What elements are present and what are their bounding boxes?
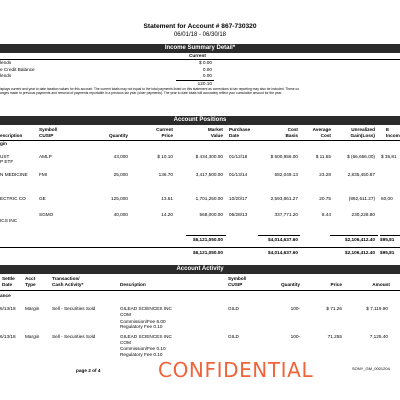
position-desc: P ETF bbox=[0, 159, 14, 164]
total-rule bbox=[0, 247, 400, 248]
position-desc: N MEDICINE bbox=[0, 171, 28, 177]
position-unrealized: (892,611.27) bbox=[348, 196, 375, 201]
activity-desc-line: Regulatory Fee 0.10 bbox=[120, 351, 163, 357]
col-activity-description: Description bbox=[120, 282, 146, 287]
col-unrealized: Unrealized Gain(Loss) bbox=[350, 127, 375, 138]
col-activity-quantity: Quantity bbox=[280, 282, 300, 287]
position-price: 13.61 bbox=[161, 196, 173, 201]
position-market-value: 3,417,500.00 bbox=[195, 171, 223, 177]
income-row-value: $ 0.00 bbox=[198, 60, 212, 65]
position-symbol: GE bbox=[39, 196, 46, 201]
total-market-value: $6,121,050.00 bbox=[193, 249, 223, 255]
col-purchase-date: Purchase Date bbox=[229, 127, 251, 138]
activity-header-rule bbox=[0, 290, 400, 291]
position-est-income: $ 35,81 bbox=[381, 153, 397, 159]
income-row-label: lends bbox=[0, 60, 12, 65]
position-desc: ECTRIC CO bbox=[0, 196, 26, 201]
col-acct-type: Acct Type bbox=[25, 276, 36, 287]
position-cost-basis: $ 500,956.00 bbox=[270, 153, 298, 159]
subtotal-est-income: $95,81 bbox=[380, 236, 395, 242]
position-cost-basis: 2,593,861.27 bbox=[270, 196, 298, 201]
position-unrealized: 2,835,450.87 bbox=[347, 171, 375, 177]
col-quantity: Quantity bbox=[108, 133, 128, 138]
subtotal-cost-basis: $4,014,637.60 bbox=[268, 236, 298, 242]
position-market-value: $ 434,300.00 bbox=[195, 153, 223, 159]
income-note-line2: anges made to previous payments and removal of payments reportable in a previous tax year (older payments). The year to date totals will accurately reflect your cumulative amount for the year. bbox=[0, 91, 283, 95]
col-cost-basis: Cost Basis bbox=[285, 127, 298, 138]
position-quantity: 40,000 bbox=[113, 211, 128, 217]
position-purchase-date: 01/13/14 bbox=[229, 171, 248, 177]
activity-desc-line: GILEAD SCIENCES INC bbox=[120, 334, 172, 339]
subtotal-unrealized: $2,106,412.40 bbox=[345, 236, 375, 242]
activity-desc-line: Regulatory Fee 0.10 bbox=[120, 324, 163, 329]
income-row-label: lends bbox=[0, 73, 12, 78]
position-unrealized: $ (66,656.00) bbox=[347, 153, 375, 159]
income-summary-heading: Income Summary Detail* bbox=[0, 44, 400, 53]
confidential-watermark: CONFIDENTIAL bbox=[158, 358, 314, 382]
position-average-cost: $ 11.65 bbox=[315, 153, 331, 159]
activity-transaction: Sell - Securities Sold bbox=[52, 306, 96, 311]
col-activity-amount: Amount bbox=[372, 282, 390, 287]
activity-amount: 7,125.40 bbox=[369, 334, 388, 339]
total-est-income: $95,81 bbox=[380, 249, 395, 255]
statement-title: Statement for Account # 867-730320 bbox=[143, 23, 257, 30]
income-row-value: 120.10 bbox=[197, 80, 212, 86]
col-market-value: Market Value bbox=[207, 127, 223, 138]
col-price: Current Price bbox=[156, 127, 173, 138]
income-row-value: 0.00 bbox=[202, 66, 212, 72]
activity-heading: Account Activity bbox=[0, 265, 400, 274]
activity-desc-line: Commission/Fee 6.00 bbox=[120, 318, 166, 324]
position-purchase-date: 10/20/17 bbox=[229, 196, 248, 201]
position-unrealized: 230,228.80 bbox=[351, 211, 375, 217]
income-total-rule bbox=[176, 80, 214, 81]
position-quantity: 125,000 bbox=[111, 196, 128, 201]
activity-desc-line: COM bbox=[120, 340, 131, 345]
activity-transaction: Sell - Securities Sold bbox=[52, 334, 96, 339]
col-transaction: Transaction/ Cash Activity* bbox=[52, 276, 84, 287]
position-cost-basis: 337,771.20 bbox=[274, 211, 298, 217]
position-symbol: AMLP bbox=[39, 153, 52, 159]
activity-price: 71.255 bbox=[327, 334, 342, 339]
position-quantity: 43,000 bbox=[113, 153, 128, 159]
positions-group-label: gin bbox=[0, 141, 8, 146]
position-desc: UST bbox=[0, 153, 10, 159]
position-quantity: 25,000 bbox=[113, 171, 128, 177]
col-symbol: Symbol/ CUSIP bbox=[39, 127, 58, 138]
col-average-cost: Average Cost bbox=[312, 127, 331, 138]
position-est-income: 60,00 bbox=[381, 196, 393, 201]
activity-desc-line: Commission/Fee 0.10 bbox=[120, 346, 166, 351]
activity-desc-line: COM bbox=[120, 312, 131, 317]
activity-symbol: GILD bbox=[228, 334, 239, 339]
activity-price: $ 71.26 bbox=[326, 306, 342, 311]
activity-date: 6/13/18 bbox=[0, 334, 16, 339]
position-price: $ 10.10 bbox=[157, 153, 173, 159]
position-average-cost: 20.75 bbox=[319, 196, 331, 201]
position-symbol: SGMO bbox=[39, 211, 54, 217]
total-unrealized: $2,106,412.40 bbox=[345, 249, 375, 255]
position-cost-basis: 582,049.13 bbox=[274, 171, 298, 177]
activity-desc-line: GILEAD SCIENCES INC bbox=[120, 306, 172, 311]
col-description: escription bbox=[0, 133, 23, 138]
positions-heading: Account Positions bbox=[0, 116, 400, 125]
activity-quantity: 100- bbox=[290, 334, 300, 339]
position-market-value: 568,000.00 bbox=[199, 211, 223, 217]
income-note-line1: isplays current and year to date taxation values for this account. The current totals may not equal to the total payments listed on this statement as corrections to tax reporting may also be included. These co bbox=[0, 87, 299, 91]
col-settle-date: Settle Date bbox=[2, 276, 15, 287]
activity-date: 6/13/18 bbox=[0, 306, 16, 311]
col-est-income: E Incom bbox=[386, 127, 400, 138]
page-number: page 2 of 4 bbox=[76, 368, 101, 373]
position-purchase-date: 05/28/13 bbox=[229, 211, 248, 217]
document-id: SONY_GM_0001204 bbox=[352, 366, 390, 371]
activity-acct: Margin bbox=[25, 306, 40, 311]
activity-symbol: GILD bbox=[228, 306, 239, 311]
income-current-header: Current bbox=[189, 53, 206, 58]
activity-amount: $ 7,119.90 bbox=[366, 306, 388, 311]
position-purchase-date: 01/12/18 bbox=[229, 153, 248, 159]
activity-quantity: 100- bbox=[290, 306, 300, 311]
position-price: 14.20 bbox=[161, 211, 173, 217]
income-row-label: e Credit Balance bbox=[0, 66, 35, 72]
subtotal-market-value: $6,121,050.00 bbox=[193, 236, 223, 242]
statement-period: 06/01/18 - 06/30/18 bbox=[173, 31, 227, 38]
col-activity-price: Price bbox=[330, 282, 342, 287]
col-activity-symbol: Symbol/ CUSIP bbox=[228, 276, 247, 287]
position-average-cost: 23.28 bbox=[319, 171, 331, 177]
position-symbol: FMI bbox=[39, 171, 48, 177]
position-market-value: 1,701,250.00 bbox=[195, 196, 223, 201]
position-desc: ICS INC bbox=[0, 218, 18, 223]
position-price: 136.70 bbox=[158, 171, 173, 177]
positions-header-rule bbox=[0, 140, 400, 141]
position-average-cost: 8.44 bbox=[321, 211, 331, 217]
income-row-value: 0.00 bbox=[202, 73, 212, 78]
activity-group-label: ance bbox=[0, 293, 11, 298]
total-cost-basis: $4,014,637.60 bbox=[268, 249, 298, 255]
activity-acct: Margin bbox=[25, 334, 40, 339]
